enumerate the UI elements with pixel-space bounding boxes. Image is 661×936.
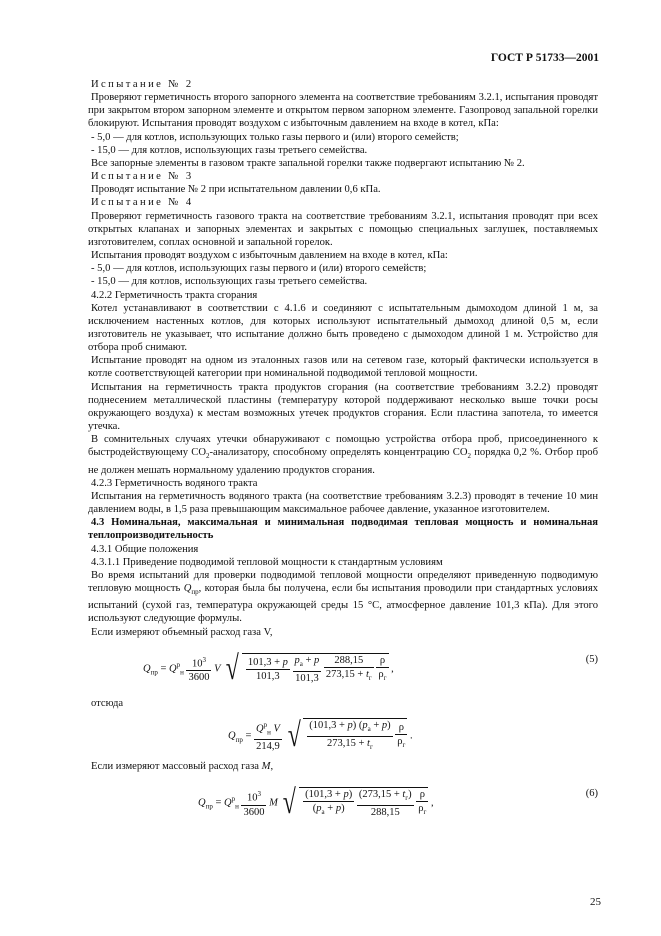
- list-item: - 15,0 — для котлов, использующих газы третьего семейства.: [91, 276, 368, 288]
- formula-5-derived: $Q_{пр}$ = $\frac{Q^р_н V}{214,9}$ √ $\frac{(101,3 + p) (p_а + p)}{273,15 + t_г}$ $\frac{\rho}{\rho_г}$ .: [228, 717, 413, 755]
- paragraph: Испытания на герметичность водяного тракта (на соответствие требованиям 3.2.3) проводят в течение 10 мин давлением воды, в 1,5 раза превышающим максимальное рабочее давление, указанное изготовителем.: [88, 490, 598, 516]
- paragraph: Котел устанавливают в соответствии с 4.1.6 и соединяют с испытательным дымоходом длиной 1 м, за исключением настенных котлов, для которых используют испытательный дымоход длиной 0,5 м, если изготовитель не указывает, что испытание должно быть проведено с дымоходом длиной 1 м. Устройство для отбора проб снимают.: [88, 302, 598, 354]
- section-heading: 4.3 Номинальная, максимальная и минимальная подводимая тепловая мощность и номинальная теплопроизводительность: [88, 517, 598, 542]
- equation-number-6: (6): [585, 788, 598, 800]
- formula-5: $Q_{пр} = Q^р_н$ $\frac{10^3}{3600}$ V √ $\frac{101,3 + p}{101,3}$ $\frac{p_а + p}{101,3}$ $\frac{288,15}{273,15 + t_г}$ $\frac{\rho}{\rho_г}$ , (5): [143, 649, 598, 687]
- equation-number-5: (5): [585, 653, 598, 665]
- paragraph: отсюда: [91, 697, 124, 709]
- paragraph: Проводят испытание № 2 при испытательном давлении 0,6 кПа.: [91, 184, 381, 196]
- subsection-heading: 4.3.1.1 Приведение подводимой тепловой мощности к стандартным условиям: [91, 556, 443, 568]
- paragraph: Проверяют герметичность второго запорного элемента на соответствие требованиям 3.2.1, испытания проводят при закрытом втором запорном элементе и открытом первом запорном элементе. Газопровод запальной горелки блокируют. Испытания проводят воздухом с избыточным давлением на входе в котел, кПа:: [88, 92, 598, 130]
- paragraph: Испытание проводят на одном из эталонных газов или на сетевом газе, который фактически используется в котле соответствующей категории при номинальной подводимой тепловой мощности.: [88, 355, 598, 380]
- paragraph: Испытания на герметичность тракта продуктов сгорания (на соответствие требованиям 3.2.2) проводят поднесением металлической пластины (температуру которой поддерживают несколько выше точки росы окружающего воздуха) к местам возможных утечек продуктов сгорания. Если пластина запотела, то имеется утечка.: [88, 381, 598, 433]
- test-4-title: Испытание № 4: [91, 197, 194, 209]
- paragraph: В сомнительных случаях утечки обнаруживают с помощью устройства отбора проб, присоединенного к быстродействующему $CO_2$-анализатору, способному определять концентрацию $CO_2$ порядка 0,2 %. Отбор проб не должен мешать нормальному удалению продуктов сгорания.: [88, 434, 598, 476]
- subsection-heading: 4.2.3 Герметичность водяного тракта: [91, 477, 258, 489]
- subsection-heading: 4.2.2 Герметичность тракта сгорания: [91, 289, 258, 301]
- formula-6: $Q_{пр} = Q^р_н$ $\frac{10^3}{3600}$ M √ $\frac{(101,3 + p)}{(p_а + p)}$ $\frac{(273,15 + t_г)}{288,15}$ $\frac{\rho}{\rho_г}$ , (6): [198, 784, 598, 822]
- paragraph: Проверяют герметичность газового тракта на соответствие требованиям 3.2.1, испытания проводят при всех открытых клапанах и запорных элементах и закрытых с помощью специальных заглушек, поставляемых изготовителем, соплах основной и запальной горелок.: [88, 210, 598, 248]
- test-3-title: Испытание № 3: [91, 171, 194, 183]
- page-number: 25: [590, 896, 601, 908]
- list-item: - 5,0 — для котлов, использующих только газы первого и (или) второго семейств;: [91, 131, 459, 143]
- document-header: ГОСТ Р 51733—2001: [490, 52, 599, 64]
- paragraph: Во время испытаний для проверки подводимой тепловой мощности определяют приведенную подводимую тепловую мощность $Q_{пр}$, которая была бы получена, если бы испытания проводили при стандартных условиях испытаний (сухой газ, температура окружающей среды 15 °С, атмосферное давление 101,3 кПа). Для этого используют следующие формулы.: [88, 569, 598, 625]
- paragraph: Все запорные элементы в газовом тракте запальной горелки также подвергают испытанию № 2.: [91, 157, 525, 169]
- paragraph: Если измеряют объемный расход газа V,: [91, 626, 273, 638]
- paragraph: Если измеряют массовый расход газа M,: [91, 760, 274, 772]
- list-item: - 15,0 — для котлов, использующих газы третьего семейства.: [91, 144, 368, 156]
- document-body: [88, 78, 598, 831]
- list-item: - 5,0 — для котлов, использующих газы первого и (или) второго семейств;: [91, 263, 427, 275]
- test-2-title: Испытание № 2: [91, 79, 194, 90]
- paragraph: Испытания проводят воздухом с избыточным давлением на входе в котел, кПа:: [91, 250, 448, 262]
- subsection-heading: 4.3.1 Общие положения: [91, 543, 199, 555]
